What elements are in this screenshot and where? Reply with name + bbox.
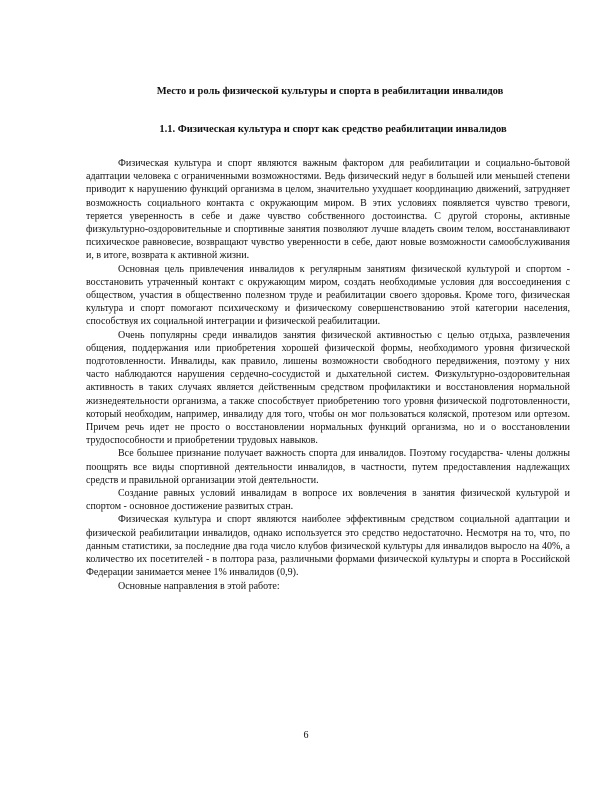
body-text bbox=[86, 157, 570, 593]
paragraph: Физическая культура и спорт являются важным фактором для реабилитации и социально-бытовой адаптации человека с ограниченными возможностями. Ведь физический недуг в большей или меньшей степени приводит к нарушению функций организма в целом, значительно ухудшает координацию движений, затрудняет возможность социального контакта с окружающим миром. В этих условиях появляется чувство тревоги, теряется уверенность в себе и даже чувство собственного достоинства. С другой стороны, активные физкультурно-оздоровительные и спортивные занятия позволяют лучше владеть своим телом, восстанавливают психическое равновесие, возвращают чувство уверенности в себе, дают новые возможности самообслуживания и, в итоге, возврата к активной жизни. bbox=[86, 158, 570, 262]
paragraph: Все большее признание получает важность спорта для инвалидов. Поэтому государства- члены должны поощрять все виды спортивной деятельности инвалидов, в частности, путем предоставления надлежащих средств и правильной организации этой деятельности. bbox=[86, 448, 570, 486]
paragraph: Основные направления в этой работе: bbox=[118, 580, 280, 592]
page-number: 6 bbox=[303, 730, 309, 741]
section-heading: 1.1. Физическая культура и спорт как средство реабилитации инвалидов bbox=[159, 124, 507, 135]
page-title: Место и роль физической культуры и спорта в реабилитации инвалидов bbox=[156, 86, 504, 97]
paragraph: Основная цель привлечения инвалидов к регулярным занятиям физической культурой и спортом - восстановить утраченный контакт с окружающим миром, создать необходимые условия для воссоединения с обществом, участия в общественно полезном труде и реабилитации своего здоровья. Кроме того, физическая культура и спорт помогают психическому и физическому совершенствованию этой категории населения, способствуя их социальной интеграции и физической реабилитации. bbox=[86, 263, 570, 328]
paragraph: Физическая культура и спорт являются наиболее эффективным средством социальной адаптации и физической реабилитации инвалидов, однако используется это средство недостаточно. Несмотря на то, что, по данным статистики, за последние два года число клубов физической культуры для инвалидов выросло на 40%, а количество их посетителей - в полтора раза, различными формами физической культуры и спорта в Российской Федерации занимается менее 1% инвалидов (0,9). bbox=[86, 514, 570, 579]
paragraph: Очень популярны среди инвалидов занятия физической активностью с целью отдыха, развлечения общения, поддержания или приобретения хорошей физической формы, необходимого уровня физической подготовленности. Инвалиды, как правило, лишены возможности свободного передвижения, поэтому у них часто наблюдаются нарушения сердечно-сосудистой и дыхательной систем. Физкультурно-оздоровительная активность в таких случаях является действенным средством профилактики и восстановления нормальной жизнедеятельности организма, а также способствует приобретению того уровня физической подготовленности, который необходим, например, инвалиду для того, чтобы он мог пользоваться коляской, протезом или ортезом. Причем речь идет не просто о восстановлении нормальных функций организма, но и о восстановлении трудоспособности и приобретении трудовых навыков. bbox=[86, 329, 570, 447]
paragraph: Создание равных условий инвалидам в вопросе их вовлечения в занятия физической культурой и спортом - основное достижение развитых стран. bbox=[86, 488, 570, 513]
